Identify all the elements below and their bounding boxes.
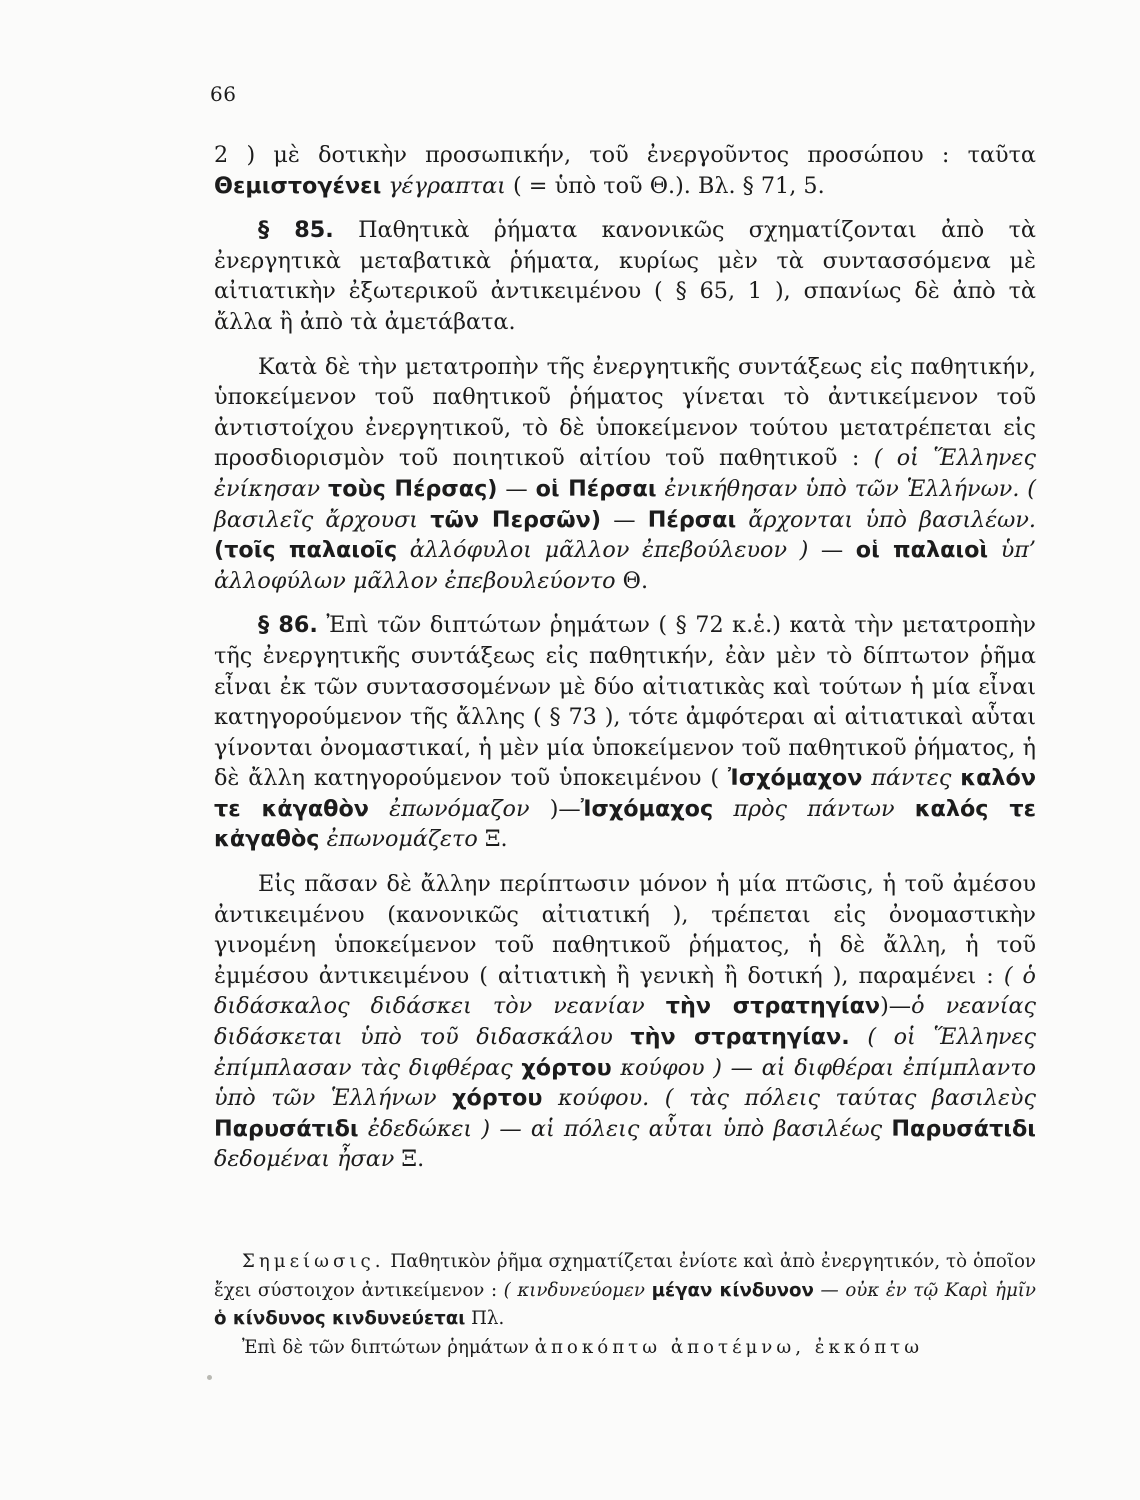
text	[542, 1085, 558, 1111]
text: —	[808, 537, 856, 564]
paragraph-other-cases	[214, 869, 1036, 1175]
main-text	[214, 140, 1036, 1175]
bold-term: μέγαν κίνδυνον	[651, 1279, 814, 1301]
bold-term: τῶν Περσῶν)	[430, 506, 602, 533]
text	[397, 537, 410, 563]
section-heading: § 86.	[258, 612, 318, 639]
italic-example: δεδομέναι ἦσαν	[214, 1146, 395, 1173]
text	[359, 1116, 368, 1142]
bold-term: καλός τε κἀγαθὸς	[214, 795, 1036, 853]
footnote-block	[214, 1248, 1036, 1362]
text	[437, 1085, 453, 1111]
section-86	[214, 610, 1036, 855]
bold-term: χόρτου	[452, 1085, 543, 1112]
text	[951, 765, 960, 791]
note-paragraph	[214, 1248, 1036, 1334]
text: Ἐπὶ δὲ τῶν διπτώτων ῥημάτων	[242, 1336, 535, 1358]
italic-example: ( κινδυνεύομεν	[503, 1279, 645, 1301]
bold-term: Ἰσχόμαχον	[727, 765, 863, 792]
italic-example: κούφου. ( τὰς πόλεις ταύτας βασιλεὺς	[557, 1085, 1036, 1112]
text	[988, 537, 1001, 563]
text	[862, 765, 871, 791]
note-heading: Σημείωσις.	[242, 1251, 385, 1272]
text: Πλ.	[465, 1308, 505, 1329]
text: —	[601, 506, 648, 533]
italic-example: κούφου ) — αἱ διφθέραι ἐπίμπλαντο ὑπὸ τῶν Ἑλλήνων	[214, 1054, 1036, 1112]
bold-term: Ἰσχόμαχος	[580, 795, 714, 822]
note-paragraph	[214, 1334, 1036, 1363]
italic-example: ἐδεδώκει ) — αἱ πόλεις αὗται ὑπὸ βασιλέως	[367, 1115, 883, 1142]
italic-example: ἀλλόφυλοι μᾶλλον ἐπεβούλευον )	[409, 537, 809, 564]
page-number: 66	[210, 82, 237, 106]
text	[814, 1280, 821, 1301]
bold-term: Πέρσαι	[647, 506, 737, 533]
text	[645, 1280, 652, 1301]
italic-example: ἄρχονται ὑπὸ βασιλέων.	[748, 506, 1037, 533]
text: )—	[529, 795, 581, 822]
text: Ξ.	[477, 826, 508, 853]
text	[320, 826, 327, 852]
italic-example: γέγραπται	[388, 172, 506, 199]
text: )—	[880, 993, 912, 1020]
italic-example: ἐνικήθησαν ὑπὸ τῶν Ἑλλήνων. ( βασιλεῖς ἄρχουσι	[214, 475, 1036, 533]
bold-term: οἱ παλαιοὶ	[855, 537, 989, 564]
paragraph-conversion	[214, 352, 1036, 597]
scan-speck	[207, 1375, 212, 1380]
text	[645, 993, 666, 1019]
text	[895, 796, 915, 822]
text	[882, 1116, 891, 1142]
section-heading: § 85.	[258, 217, 334, 244]
text	[369, 796, 389, 822]
bold-term: (τοῖς παλαιοῖς	[214, 537, 398, 564]
italic-example: ( οἱ Ἕλληνες ἐνίκησαν	[214, 445, 1036, 502]
text: Εἰς πᾶσαν δὲ ἄλλην περίπτωσιν μόνον ἡ μία πτῶσις, ἡ τοῦ ἀμέσου ἀντικειμένου (κανονικῶς αἰτιατική ), τρέπεται εἰς ὀνομαστικὴν γινομένη ὑποκείμενον τοῦ παθητικοῦ ῥήματος, ἡ δὲ ἄλλη, ἡ τοῦ ἐμμέσου ἀντικειμένου ( αἰτιατικὴ ἢ γενικὴ ἢ δοτική ), παραμένει :	[214, 871, 1036, 989]
italic-example: ὁ νεανίας διδάσκεται ὑπὸ τοῦ διδασκάλου	[214, 993, 1036, 1051]
text	[850, 1024, 868, 1050]
spaced-verbs: ἀποκόπτω ἀποτέμνω, ἐκκόπτω	[534, 1336, 924, 1358]
bold-term: καλόν τε κἀγαθὸν	[214, 765, 1037, 822]
italic-example: πάντες	[871, 765, 952, 792]
italic-example: ( οἱ Ἕλληνες ἐπίμπλασαν τὰς διφθέρας	[214, 1024, 1037, 1081]
bold-term: χόρτου	[521, 1054, 612, 1081]
text	[320, 476, 328, 502]
bold-term: Παρυσάτιδι	[214, 1115, 359, 1142]
italic-example: ἐπωνομάζετο	[326, 826, 478, 853]
italic-example: ὑπ’ ἀλλοφύλων μᾶλλον ἐπεβουλεύοντο	[214, 537, 1037, 594]
text: ( = ὑπὸ τοῦ Θ.). Βλ. § 71, 5.	[505, 172, 825, 199]
bold-term: ὁ κίνδυνος κινδυνεύεται	[214, 1308, 466, 1329]
bold-term: Θεμιστογένει	[214, 172, 382, 199]
text: Ἐπὶ τῶν διπτώτων ῥημάτων ( § 72 κ.ἑ.) κατὰ τὴν μετατροπὴν τῆς ἐνεργητικῆς συντάξεως εἰς παθητικήν, ἐὰν μὲν τὸ δίπτωτον ῥῆμα εἶναι ἐκ τῶν συντασσομένων μὲ δύο αἰτιατικὰς καὶ τούτων ἡ μία εἶναι κατηγορούμενον τῆς ἄλλης ( § 73 ), τότε ἀμφότεραι αἱ αἰτιατικαὶ αὗται γίνονται ὀνομαστικαί, ἡ μὲν μία ὑποκείμενον τοῦ παθητικοῦ ῥήματος, ἡ δὲ ἄλλη κατηγορούμενον τοῦ ὑποκειμένου (	[214, 612, 1036, 792]
paragraph-dative-agent	[214, 140, 1036, 201]
italic-example: — οὐκ ἐν τῷ Καρὶ ἡμῖν	[820, 1279, 1036, 1301]
text: Κατὰ δὲ τὴν μετατροπὴν τῆς ἐνεργητικῆς συντάξεως εἰς παθητικήν, ὑποκείμενον τοῦ παθητικοῦ ῥήματος γίνεται τὸ ἀντικείμενον τοῦ ἀντιστοίχου ἐνεργητικοῦ, τὸ δὲ ὑποκείμενον τούτου μετατρέπεται εἰς προσδιορισμὸν τοῦ ποιητικοῦ αἰτίου τοῦ παθητικοῦ :	[214, 353, 1036, 472]
text	[713, 796, 733, 822]
text: —	[497, 475, 536, 502]
section-85	[214, 215, 1036, 337]
bold-term: τὴν στρατηγίαν.	[630, 1024, 850, 1051]
text	[613, 1024, 631, 1050]
text: Παθητικὰ ῥήματα κανονικῶς σχηματίζονται ἀπὸ τὰ ἐνεργητικὰ μεταβατικὰ ῥήματα, κυρίως μὲν τὰ συντασσόμενα μὲ αἰτιατικὴν ἐξωτερικοῦ ἀντικειμένου ( § 65, 1 ), σπανίως δὲ ἀπὸ τὰ ἄλλα ἢ ἀπὸ τὰ ἀμετάβατα.	[214, 217, 1036, 335]
italic-example: πρὸς πάντων	[733, 795, 895, 822]
text: Παθητικὸν ῥῆμα σχηματίζεται ἐνίοτε καὶ ἀπὸ ἐνεργητικόν, τὸ ὁποῖον ἔχει σύστοιχον ἀντικείμενον :	[214, 1251, 1036, 1301]
bold-term: οἱ Πέρσαι	[535, 475, 657, 502]
text: Ξ.	[394, 1146, 425, 1173]
bold-term: Παρυσάτιδι	[891, 1115, 1036, 1142]
bold-term: τὴν στρατηγίαν	[665, 993, 881, 1020]
text: 2 ) μὲ δοτικὴν προσωπικήν, τοῦ ἐνεργοῦντος προσώπου : ταῦτα	[214, 142, 1036, 168]
text	[418, 507, 430, 533]
text	[736, 507, 748, 533]
italic-example: ( ὁ διδάσκαλος διδάσκει τὸν νεανίαν	[214, 962, 1036, 1020]
text: Θ.	[615, 567, 649, 594]
italic-example: ἐπωνόμαζον	[389, 795, 530, 822]
bold-term: τοὺς Πέρσας)	[327, 475, 498, 502]
